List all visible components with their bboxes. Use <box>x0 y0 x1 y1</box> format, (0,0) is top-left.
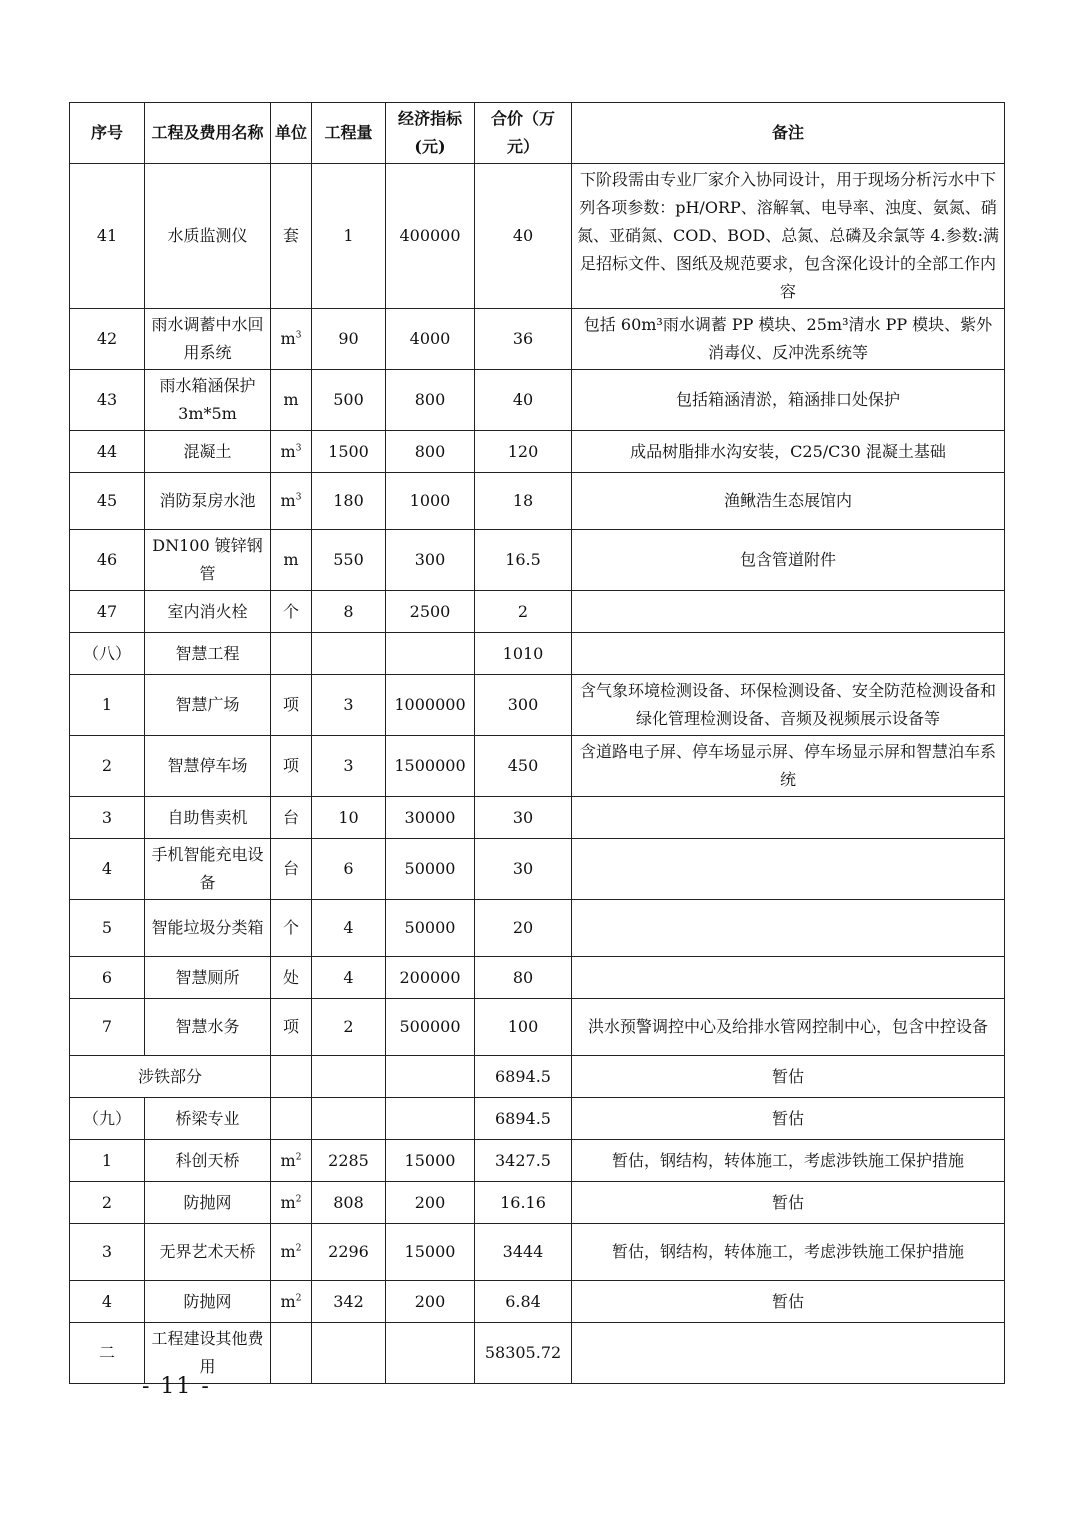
header-unit: 单位 <box>271 103 312 164</box>
cell-name: 雨水箱涵保护 3m*5m <box>145 370 271 431</box>
cell-note <box>572 957 1005 999</box>
table-row <box>70 591 1005 633</box>
cell-total: 120 <box>475 431 572 473</box>
cell-note: 暂估，钢结构，转体施工，考虑涉铁施工保护措施 <box>572 1224 1005 1281</box>
cell-unit: $m^2$ <box>271 1224 312 1281</box>
table-row <box>70 736 1005 797</box>
cell-index: 50000 <box>386 900 475 957</box>
cell-seq: （九） <box>70 1098 145 1140</box>
cell-qty: 8 <box>312 591 386 633</box>
cell-note <box>572 591 1005 633</box>
cell-total: 3427.5 <box>475 1140 572 1182</box>
cell-total: 300 <box>475 675 572 736</box>
cell-total: 30 <box>475 797 572 839</box>
cell-note <box>572 633 1005 675</box>
cell-total: 6894.5 <box>475 1098 572 1140</box>
cell-qty: 10 <box>312 797 386 839</box>
cell-qty <box>312 1098 386 1140</box>
cell-index: 200 <box>386 1281 475 1323</box>
cell-note <box>572 900 1005 957</box>
cell-note: 包含管道附件 <box>572 530 1005 591</box>
table-row <box>70 1098 1005 1140</box>
cell-seq: 43 <box>70 370 145 431</box>
cell-total: 1010 <box>475 633 572 675</box>
cell-unit <box>271 1056 312 1098</box>
cell-total: 3444 <box>475 1224 572 1281</box>
cell-unit: 台 <box>271 839 312 900</box>
cell-total: 20 <box>475 900 572 957</box>
cell-total: 30 <box>475 839 572 900</box>
cell-index: 800 <box>386 431 475 473</box>
cell-note <box>572 839 1005 900</box>
cell-seq: 47 <box>70 591 145 633</box>
table-row <box>70 839 1005 900</box>
cell-qty: 3 <box>312 736 386 797</box>
cell-name: 防抛网 <box>145 1281 271 1323</box>
cell-unit: 处 <box>271 957 312 999</box>
cell-unit: $m^3$ <box>271 473 312 530</box>
cell-qty: 4 <box>312 900 386 957</box>
cell-name: 防抛网 <box>145 1182 271 1224</box>
header-index: 经济指标(元) <box>386 103 475 164</box>
table-row <box>70 1224 1005 1281</box>
cell-note: 成品树脂排水沟安装，C25/C30 混凝土基础 <box>572 431 1005 473</box>
cell-unit: $m^2$ <box>271 1182 312 1224</box>
cell-total: 2 <box>475 591 572 633</box>
cell-index: 400000 <box>386 164 475 309</box>
cell-unit: 个 <box>271 900 312 957</box>
cell-note: 下阶段需由专业厂家介入协同设计，用于现场分析污水中下列各项参数：pH/ORP、溶解氧、电导率、浊度、氨氮、硝氮、亚硝氮、COD、BOD、总氮、总磷及余氯等 4.参数:满足招标文件、图纸及规范要求，包含深化设计的全部工作内容 <box>572 164 1005 309</box>
cell-total: 36 <box>475 309 572 370</box>
table-row <box>70 370 1005 431</box>
cell-qty: 6 <box>312 839 386 900</box>
cell-name: 消防泵房水池 <box>145 473 271 530</box>
cell-qty: 4 <box>312 957 386 999</box>
cell-index: 1500000 <box>386 736 475 797</box>
cell-qty: 3 <box>312 675 386 736</box>
cell-note: 暂估 <box>572 1056 1005 1098</box>
cell-seq: 42 <box>70 309 145 370</box>
cell-qty <box>312 1323 386 1384</box>
table-row <box>70 1182 1005 1224</box>
cell-index: 500000 <box>386 999 475 1056</box>
cell-name: 智能垃圾分类箱 <box>145 900 271 957</box>
cell-unit: 项 <box>271 675 312 736</box>
cell-total: 40 <box>475 164 572 309</box>
cell-total: 450 <box>475 736 572 797</box>
cell-note <box>572 797 1005 839</box>
cell-seq: （八） <box>70 633 145 675</box>
cell-index <box>386 1323 475 1384</box>
table-row <box>70 900 1005 957</box>
cell-index: 4000 <box>386 309 475 370</box>
cell-qty: 550 <box>312 530 386 591</box>
cell-index: 30000 <box>386 797 475 839</box>
cell-total: 58305.72 <box>475 1323 572 1384</box>
cell-seq: 41 <box>70 164 145 309</box>
cell-index <box>386 1056 475 1098</box>
cell-note: 暂估，钢结构，转体施工，考虑涉铁施工保护措施 <box>572 1140 1005 1182</box>
cell-name: 无界艺术天桥 <box>145 1224 271 1281</box>
cell-index <box>386 633 475 675</box>
table-row <box>70 309 1005 370</box>
cell-unit: 项 <box>271 999 312 1056</box>
cell-unit <box>271 633 312 675</box>
cell-unit: $m^3$ <box>271 309 312 370</box>
cell-name: 智慧厕所 <box>145 957 271 999</box>
cell-qty <box>312 633 386 675</box>
cell-seq: 二 <box>70 1323 145 1384</box>
cell-total: 40 <box>475 370 572 431</box>
cell-seq: 6 <box>70 957 145 999</box>
cell-note: 包括箱涵清淤，箱涵排口处保护 <box>572 370 1005 431</box>
cell-total: 6894.5 <box>475 1056 572 1098</box>
cell-qty: 2296 <box>312 1224 386 1281</box>
cell-seq: 2 <box>70 736 145 797</box>
cell-unit: $m^3$ <box>271 431 312 473</box>
cell-name: 自助售卖机 <box>145 797 271 839</box>
cell-total: 80 <box>475 957 572 999</box>
cell-seq: 3 <box>70 1224 145 1281</box>
cell-note: 渔鳅浩生态展馆内 <box>572 473 1005 530</box>
cell-seq: 1 <box>70 675 145 736</box>
cell-unit: 项 <box>271 736 312 797</box>
cell-note: 暂估 <box>572 1182 1005 1224</box>
cell-total: 18 <box>475 473 572 530</box>
cell-index: 15000 <box>386 1224 475 1281</box>
table-row <box>70 473 1005 530</box>
cell-name: 雨水调蓄中水回用系统 <box>145 309 271 370</box>
header-qty: 工程量 <box>312 103 386 164</box>
cell-name: DN100 镀锌钢管 <box>145 530 271 591</box>
cell-seq: 2 <box>70 1182 145 1224</box>
cell-name: 智慧广场 <box>145 675 271 736</box>
table-row <box>70 957 1005 999</box>
table-row <box>70 633 1005 675</box>
cell-index: 300 <box>386 530 475 591</box>
cell-unit <box>271 1098 312 1140</box>
cell-name: 水质监测仪 <box>145 164 271 309</box>
cell-name: 科创天桥 <box>145 1140 271 1182</box>
cell-qty: 808 <box>312 1182 386 1224</box>
header-note: 备注 <box>572 103 1005 164</box>
cell-index: 2500 <box>386 591 475 633</box>
cell-note <box>572 1323 1005 1384</box>
cell-note: 洪水预警调控中心及给排水管网控制中心，包含中控设备 <box>572 999 1005 1056</box>
cell-total: 100 <box>475 999 572 1056</box>
cell-total: 16.16 <box>475 1182 572 1224</box>
cell-index: 1000000 <box>386 675 475 736</box>
cell-seq: 46 <box>70 530 145 591</box>
cell-unit: 套 <box>271 164 312 309</box>
cell-qty: 2 <box>312 999 386 1056</box>
cell-index: 200000 <box>386 957 475 999</box>
header-seq: 序号 <box>70 103 145 164</box>
table-row <box>70 675 1005 736</box>
cell-unit: 个 <box>271 591 312 633</box>
cell-note: 暂估 <box>572 1098 1005 1140</box>
cell-unit <box>271 1323 312 1384</box>
cell-note: 含气象环境检测设备、环保检测设备、安全防范检测设备和绿化管理检测设备、音频及视频展示设备等 <box>572 675 1005 736</box>
cell-qty: 342 <box>312 1281 386 1323</box>
cost-table <box>69 102 1005 1384</box>
cell-seq: 1 <box>70 1140 145 1182</box>
cell-note: 暂估 <box>572 1281 1005 1323</box>
table-row <box>70 1281 1005 1323</box>
table-row <box>70 1140 1005 1182</box>
cell-seq: 45 <box>70 473 145 530</box>
cell-index: 800 <box>386 370 475 431</box>
cell-seq: 3 <box>70 797 145 839</box>
header-total: 合价（万元） <box>475 103 572 164</box>
cell-name: 手机智能充电设备 <box>145 839 271 900</box>
cell-seq: 4 <box>70 839 145 900</box>
cell-index: 1000 <box>386 473 475 530</box>
cell-qty <box>312 1056 386 1098</box>
cell-unit: m <box>271 370 312 431</box>
cell-seq: 44 <box>70 431 145 473</box>
cell-qty: 180 <box>312 473 386 530</box>
table-header-row <box>70 103 1005 164</box>
cell-name: 室内消火栓 <box>145 591 271 633</box>
cell-name: 工程建设其他费用 <box>145 1323 271 1384</box>
cell-index: 200 <box>386 1182 475 1224</box>
cell-unit: $m^2$ <box>271 1281 312 1323</box>
cell-name: 桥梁专业 <box>145 1098 271 1140</box>
cell-total: 6.84 <box>475 1281 572 1323</box>
cell-unit: 台 <box>271 797 312 839</box>
cell-note: 包括 60m³雨水调蓄 PP 模块、25m³清水 PP 模块、紫外消毒仪、反冲洗系统等 <box>572 309 1005 370</box>
page-number: - 11 - <box>142 1374 211 1399</box>
cell-name: 涉铁部分 <box>70 1056 271 1098</box>
cell-index: 15000 <box>386 1140 475 1182</box>
table-row <box>70 999 1005 1056</box>
cell-qty: 90 <box>312 309 386 370</box>
cell-name: 混凝土 <box>145 431 271 473</box>
cell-total: 16.5 <box>475 530 572 591</box>
cell-name: 智慧工程 <box>145 633 271 675</box>
table-row <box>70 530 1005 591</box>
cell-qty: 500 <box>312 370 386 431</box>
cell-unit: $m^2$ <box>271 1140 312 1182</box>
table-row <box>70 1056 1005 1098</box>
table-row <box>70 431 1005 473</box>
cell-index <box>386 1098 475 1140</box>
table-row <box>70 797 1005 839</box>
cell-unit: m <box>271 530 312 591</box>
cell-qty: 1500 <box>312 431 386 473</box>
cell-seq: 5 <box>70 900 145 957</box>
table-row <box>70 164 1005 309</box>
cell-qty: 1 <box>312 164 386 309</box>
cell-note: 含道路电子屏、停车场显示屏、停车场显示屏和智慧泊车系统 <box>572 736 1005 797</box>
cell-seq: 7 <box>70 999 145 1056</box>
cell-index: 50000 <box>386 839 475 900</box>
cell-seq: 4 <box>70 1281 145 1323</box>
header-name: 工程及费用名称 <box>145 103 271 164</box>
cell-qty: 2285 <box>312 1140 386 1182</box>
cell-name: 智慧停车场 <box>145 736 271 797</box>
cell-name: 智慧水务 <box>145 999 271 1056</box>
